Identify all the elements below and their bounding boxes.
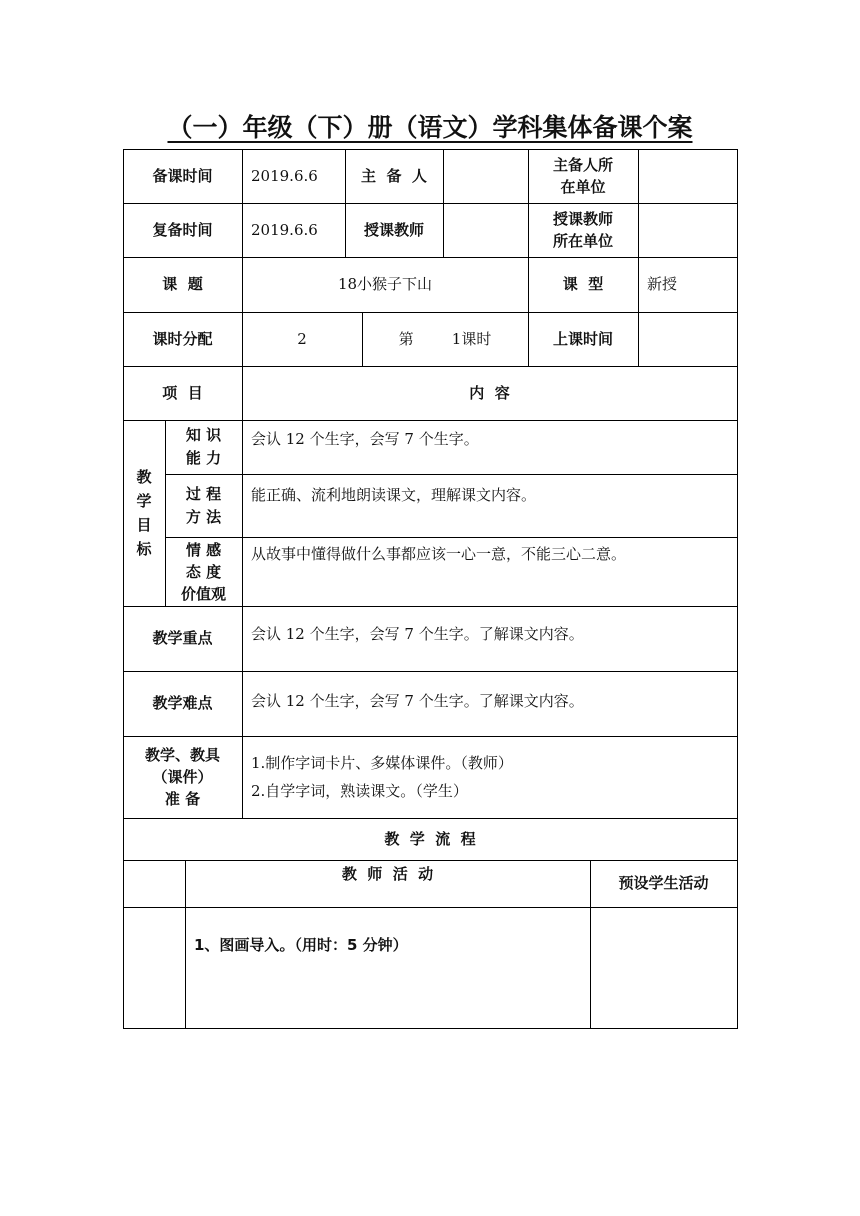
content-label: 内 容 xyxy=(469,383,510,402)
process-value: 能正确、流利地朗读课文，理解课文内容。 xyxy=(251,486,537,504)
teacher-activity-label: 教 师 活 动 xyxy=(341,865,434,883)
emotion-value: 从故事中懂得做什么事都应该一心一意，不能三心二意。 xyxy=(251,545,627,563)
flow-label: 教 学 流 程 xyxy=(384,829,476,848)
difficulties-value: 会认 12 个生字，会写 7 个生字。了解课文内容。 xyxy=(251,692,584,710)
knowledge-label: 知 识 能 力 xyxy=(185,426,222,467)
class-time-label: 上课时间 xyxy=(552,329,613,348)
lesson-type-value: 新授 xyxy=(647,275,678,293)
teacher-unit-label: 授课教师 所在单位 xyxy=(552,210,613,250)
period-value: 2 xyxy=(297,329,307,348)
difficulties-label: 教学难点 xyxy=(152,694,213,712)
step1-student xyxy=(590,907,737,1028)
knowledge-value: 会认 12 个生字，会写 7 个生字。 xyxy=(251,430,479,448)
tools-label: 教学、教具 （课件） 准 备 xyxy=(144,746,220,808)
lesson-type-label: 课 型 xyxy=(562,275,604,293)
tools-item-2: 2.自学字词，熟读课文。（学生） xyxy=(251,782,468,800)
item-label: 项 目 xyxy=(162,383,203,402)
prep-time-label: 备课时间 xyxy=(152,166,213,185)
goals-label: 教 学 目 标 xyxy=(136,468,152,558)
flow-blank-header xyxy=(123,860,185,907)
class-time-value xyxy=(638,312,737,366)
which-period-label: 第 1课时 xyxy=(398,329,492,348)
main-preparer-value xyxy=(443,149,528,203)
teacher-unit-value xyxy=(638,203,737,257)
main-preparer-unit-value xyxy=(638,149,737,203)
key-points-value: 会认 12 个生字，会写 7 个生字。了解课文内容。 xyxy=(251,625,584,643)
period-label: 课时分配 xyxy=(152,329,213,348)
student-activity-label: 预设学生活动 xyxy=(618,874,709,892)
flow-blank-cell xyxy=(123,907,185,1028)
tools-value xyxy=(242,736,737,818)
teacher-label: 授课教师 xyxy=(363,220,424,239)
review-time-value: 2019.6.6 xyxy=(251,220,318,239)
emotion-label: 情 感 态 度 价值观 xyxy=(180,540,226,603)
prep-time-value: 2019.6.6 xyxy=(251,166,318,185)
process-label: 过 程 方 法 xyxy=(185,484,222,526)
page-title: （一）年级（下）册（语文）学科集体备课个案 xyxy=(167,113,693,142)
main-preparer-label: 主 备 人 xyxy=(361,166,427,185)
topic-value: 18小猴子下山 xyxy=(337,275,433,293)
main-preparer-unit-label: 主备人所 在单位 xyxy=(552,156,613,196)
topic-label: 课 题 xyxy=(162,275,203,293)
teacher-value xyxy=(443,203,528,257)
review-time-label: 复备时间 xyxy=(152,220,213,239)
tools-item-1: 1.制作字词卡片、多媒体课件。（教师） xyxy=(251,754,513,772)
key-points-label: 教学重点 xyxy=(152,629,213,647)
step1-text: 1、图画导入。（用时：5 分钟） xyxy=(194,936,408,954)
